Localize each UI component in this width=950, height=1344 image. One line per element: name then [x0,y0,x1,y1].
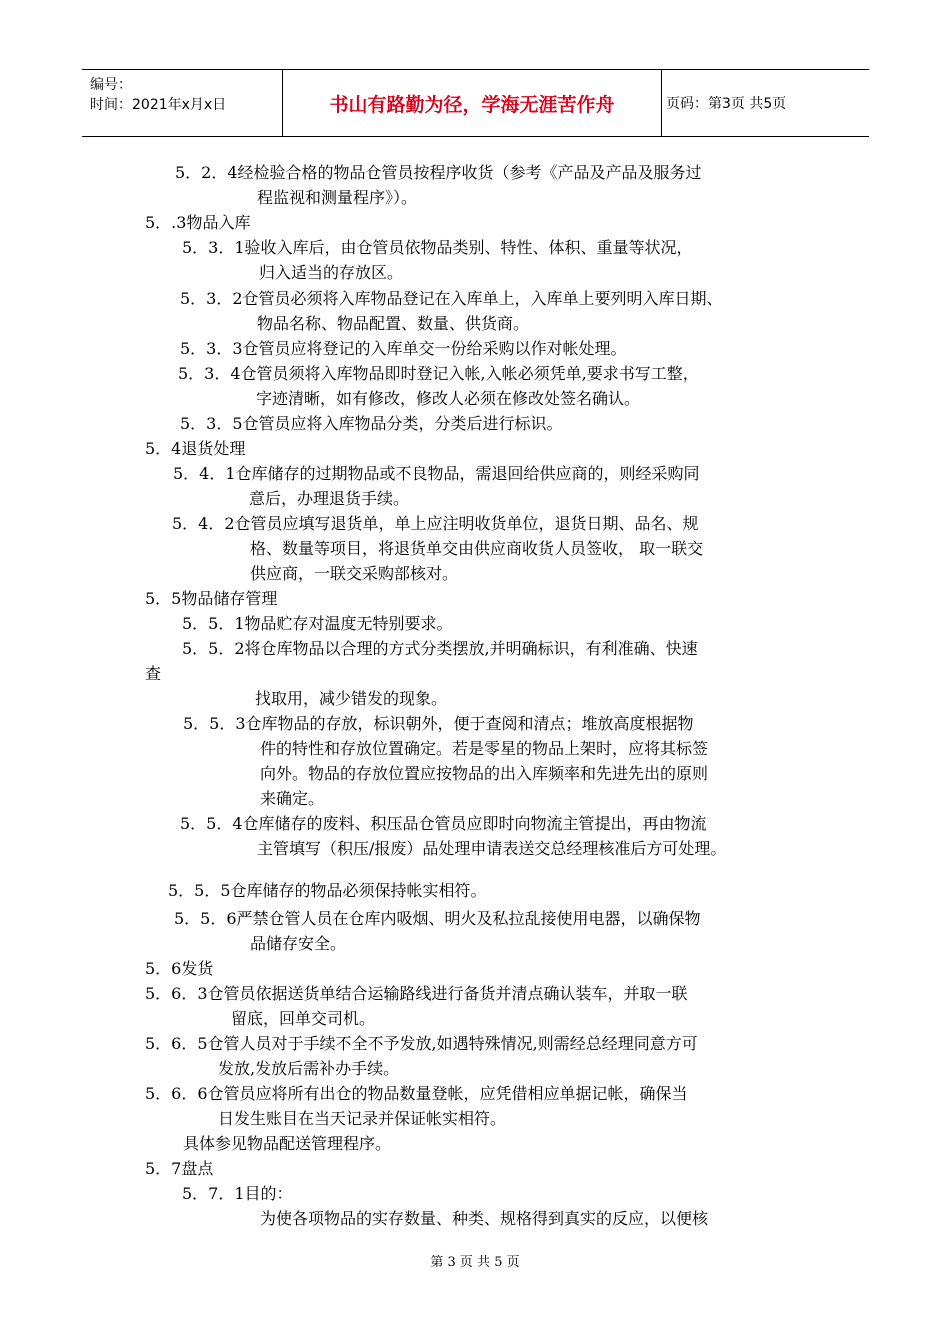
header-page-number: 页码：第3页 共5页 [666,96,787,112]
text-line: 5．3．1验收入库后，由仓管员依物品类别、特性、体积、重量等状况， [182,238,693,257]
code-label: 编号： [90,77,132,93]
text-line: 程监视和测量程序》）。 [257,188,418,207]
text-line: 5．5．3仓库物品的存放，标识朝外，便于查阅和清点；堆放高度根据物 [183,714,694,733]
text-line: 来确定。 [260,789,325,808]
text-line: 物品名称、物品配置、数量、供货商。 [257,314,530,333]
page-footer: 第 3 页 共 5 页 [430,1255,520,1270]
text-line: 查 [145,664,162,683]
text-line: 5．3．2仓管员必须将入库物品登记在入库单上，入库单上要列明入库日期、 [180,289,723,308]
text-line: 5．3．4仓管员须将入库物品即时登记入帐,入帐必须凭单,要求书写工整， [178,364,699,383]
text-line: 5．5．5仓库储存的物品必须保持帐实相符。 [168,881,487,900]
text-line: 5．3．3仓管员应将登记的入库单交一份给采购以作对帐处理。 [180,339,627,358]
text-line: 归入适当的存放区。 [259,263,404,282]
text-line: 为使各项物品的实存数量、种类、规格得到真实的反应，以便核 [260,1209,709,1228]
text-line: 意后，办理退货手续。 [249,489,410,508]
text-line: 5．4．1仓库储存的过期物品或不良物品，需退回给供应商的，则经采购同 [173,464,700,483]
text-line: 主管填写（积压/报废）品处理申请表送交总经理核准后方可处理。 [257,839,727,858]
text-line: 5．7盘点 [145,1159,214,1178]
text-line: 格、数量等项目，将退货单交由供应商收货人员签收， 取一联交 [250,539,704,558]
text-line: 5．2．4经检验合格的物品仓管员按程序收货（参考《产品及产品及服务过 [175,163,702,182]
text-line: 5．6．5仓管人员对于手续不全不予发放,如遇特殊情况,则需经总经理同意方可 [145,1034,698,1053]
text-line: 发放,发放后需补办手续。 [218,1059,400,1078]
text-line: 5．4退货处理 [145,439,246,458]
text-line: 5．.3物品入库 [145,213,251,232]
text-line: 找取用，减少错发的现象。 [255,689,448,708]
text-line: 5．5物品储存管理 [145,589,278,608]
text-line: 日发生账目在当天记录并保证帐实相符。 [218,1109,507,1128]
header-motto: 书山有路勤为径，学海无涯苦作舟 [283,70,662,136]
text-line: 5．5．2将仓库物品以合理的方式分类摆放,并明确标识，有利准确、快速 [182,639,698,658]
text-line: 5．6．3仓管员依据送货单结合运输路线进行备货并清点确认装车，并取一联 [145,984,688,1003]
text-line: 5．4．2仓管员应填写退货单，单上应注明收货单位，退货日期、品名、规 [172,514,699,533]
text-line: 留底，回单交司机。 [231,1009,376,1028]
text-line: 供应商，一联交采购部核对。 [250,564,459,583]
text-line: 品储存安全。 [250,934,347,953]
text-line: 5．5．1物品贮存对温度无特别要求。 [182,614,453,633]
text-line: 字迹清晰，如有修改，修改人必须在修改处签名确认。 [256,389,641,408]
text-line: 5．7．1目的： [182,1184,293,1203]
header-meta-cell [82,70,283,136]
text-line: 5．6．6仓管员应将所有出仓的物品数量登帐，应凭借相应单据记帐，确保当 [145,1084,688,1103]
text-line: 5．3．5仓管员应将入库物品分类，分类后进行标识。 [180,414,563,433]
date-label: 时间：2021年x月x日 [90,97,227,113]
text-line: 具体参见物品配送管理程序。 [183,1134,392,1153]
text-line: 向外。物品的存放位置应按物品的出入库频率和先进先出的原则 [260,764,709,783]
page-header [82,69,869,137]
text-line: 5．5．4仓库储存的废料、积压品仓管员应即时向物流主管提出，再由物流 [180,814,707,833]
text-line: 5．6发货 [145,959,214,978]
text-line: 件的特性和存放位置确定。若是零星的物品上架时，应将其标签 [260,739,709,758]
text-line: 5．5．6严禁仓管人员在仓库内吸烟、明火及私拉乱接使用电器，以确保物 [174,909,701,928]
